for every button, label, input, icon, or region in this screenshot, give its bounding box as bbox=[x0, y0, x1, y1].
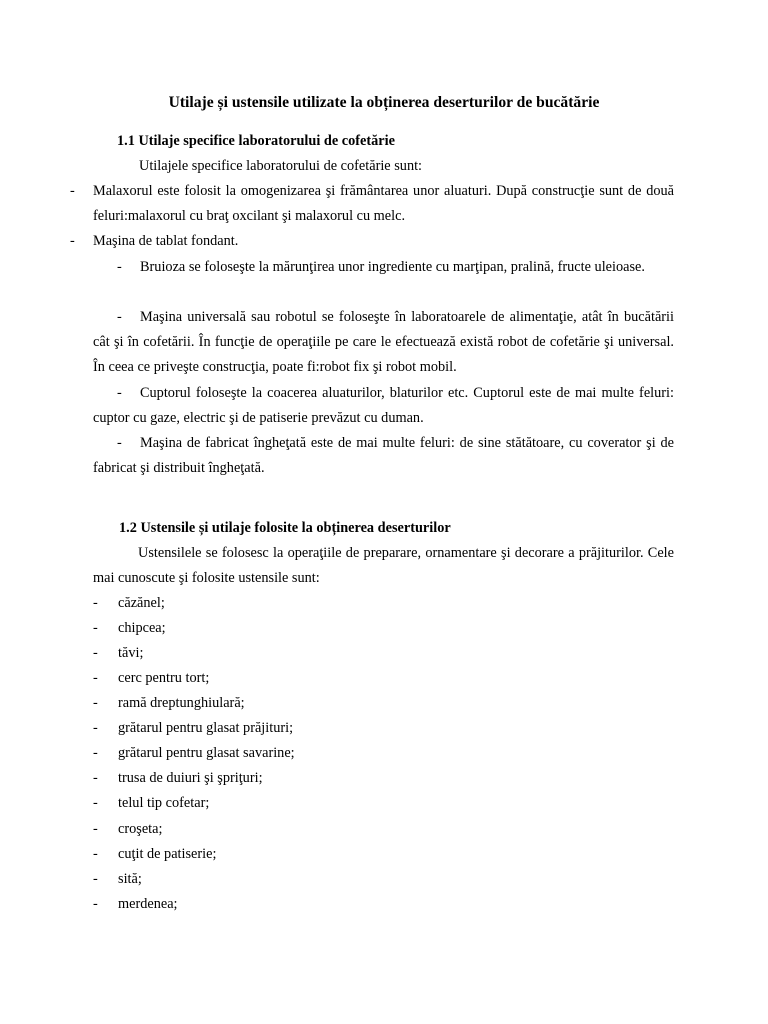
list-item-text: merdenea; bbox=[118, 896, 178, 912]
bullet-dash: - bbox=[93, 871, 98, 887]
list-item-text: cuţit de patiserie; bbox=[118, 846, 217, 862]
list-item-text: telul tip cofetar; bbox=[118, 795, 210, 811]
list-item-text: căzănel; bbox=[118, 595, 165, 611]
section2-intro: Ustensilele se folosesc la operaţiile de preparare, ornamentare şi decorare a prăjiturilor. Cele mai cunoscute şi folosite ustensile sunt: bbox=[93, 545, 674, 587]
list-item-text: cerc pentru tort; bbox=[118, 670, 210, 686]
bullet-dash: - bbox=[117, 385, 122, 401]
section-heading-1: 1.1 Utilaje specifice laboratorului de cofetărie bbox=[117, 133, 395, 149]
document-title: Utilaje și ustensile utilizate la obținerea deserturilor de bucătărie bbox=[168, 94, 600, 111]
section-heading-2: 1.2 Ustensile și utilaje folosite la obținerea deserturilor bbox=[119, 520, 451, 536]
bullet-dash: - bbox=[93, 620, 98, 636]
bullet-dash: - bbox=[93, 745, 98, 761]
paragraph-tablat-fondant: Maşina de tablat fondant. bbox=[93, 233, 239, 249]
bullet-dash: - bbox=[93, 821, 98, 837]
bullet-dash: - bbox=[93, 720, 98, 736]
bullet-dash: - bbox=[93, 595, 98, 611]
bullet-dash: - bbox=[117, 435, 122, 451]
bullet-dash: - bbox=[93, 846, 98, 862]
paragraph-malaxor: Malaxorul este folosit la omogenizarea şi frământarea unor aluaturi. După construcţie sunt de două feluri:malaxorul cu braţ oxcilant şi malaxorul cu melc. bbox=[93, 183, 674, 225]
bullet-dash: - bbox=[93, 645, 98, 661]
bullet-dash: - bbox=[117, 309, 122, 325]
list-item-text: trusa de duiuri şi şpriţuri; bbox=[118, 770, 263, 786]
bullet-dash: - bbox=[93, 670, 98, 686]
bullet-dash: - bbox=[70, 233, 75, 249]
section1-intro: Utilajele specifice laboratorului de cofetărie sunt: bbox=[139, 158, 423, 174]
bullet-dash: - bbox=[93, 695, 98, 711]
paragraph-cuptor: Cuptorul foloseşte la coacerea aluaturilor, blaturilor etc. Cuptorul este de mai multe feluri: cuptor cu gaze, electric şi de patiserie prevăzut cu duman. bbox=[93, 385, 674, 427]
list-item-text: grătarul pentru glasat savarine; bbox=[118, 745, 295, 761]
list-item-text: ramă dreptunghiulară; bbox=[118, 695, 245, 711]
list-item-text: chipcea; bbox=[118, 620, 166, 636]
bullet-dash: - bbox=[93, 770, 98, 786]
list-item-text: sită; bbox=[118, 871, 142, 887]
list-item-text: grătarul pentru glasat prăjituri; bbox=[118, 720, 294, 736]
bullet-dash: - bbox=[93, 896, 98, 912]
list-item-text: tăvi; bbox=[118, 645, 144, 661]
paragraph-inghetata: Maşina de fabricat îngheţată este de mai multe feluri: de sine stătătoare, cu coverator şi de fabricat şi distribuit îngheţată. bbox=[93, 435, 674, 477]
paragraph-bruioza: Bruioza se foloseşte la mărunţirea unor ingrediente cu marţipan, pralină, fructe uleioase. bbox=[140, 259, 645, 275]
paragraph-masina-universala: Maşina universală sau robotul se foloseşte în laboratoarele de alimentaţie, atât în bucătării cât şi în cofetării. În funcţie de operaţiile pe care le efectuează există robot de cofetărie şi universal. În ceea ce priveşte construcţia, poate fi:robot fix şi robot mobil. bbox=[93, 309, 674, 376]
bullet-dash: - bbox=[70, 183, 75, 199]
list-item-text: croşeta; bbox=[118, 821, 163, 837]
bullet-dash: - bbox=[117, 259, 122, 275]
bullet-dash: - bbox=[93, 795, 98, 811]
